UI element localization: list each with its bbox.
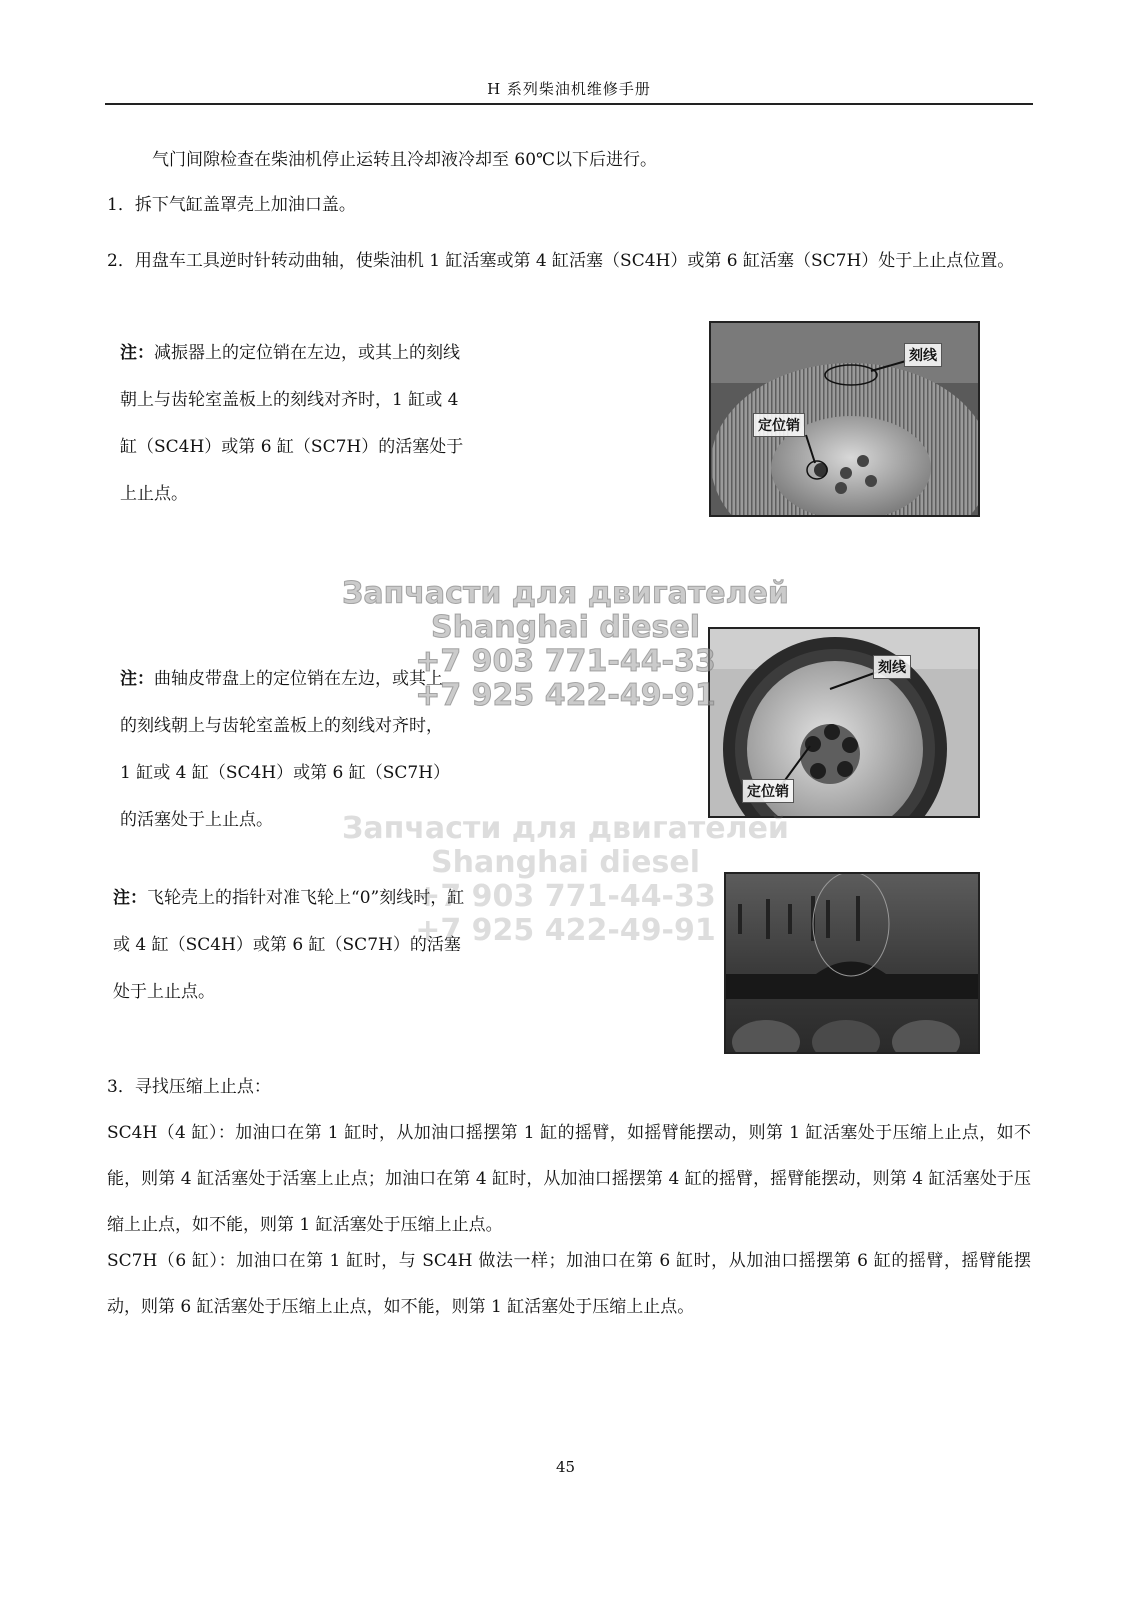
locating-pin-callout: 定位销	[742, 779, 794, 803]
locating-pin-callout: 定位销	[753, 413, 805, 437]
step-2: 2．用盘车工具逆时针转动曲轴，使柴油机 1 缸活塞或第 4 缸活塞（SC4H）或第 6 缸活塞（SC7H）处于上止点位置。	[107, 251, 1015, 271]
watermark-line: Запчасти для двигателей	[342, 576, 789, 611]
note-label: 注：	[120, 343, 154, 363]
sc7h-paragraph: SC7H（6 缸）：加油口在第 1 缸时，与 SC4H 做法一样；加油口在第 6 缸时，从加油口摇摆第 6 缸的摇臂，摇臂能摆动，则第 6 缸活塞处于压缩上止点，如不能，则第 1 缸活塞处于压缩上止点。	[107, 1251, 1031, 1317]
watermark-line: Запчасти для двигателей	[342, 811, 789, 846]
watermark-line: Shanghai diesel	[431, 610, 700, 645]
intro-paragraph: 气门间隙检查在柴油机停止运转且冷却液冷却至 60℃以下后进行。	[152, 150, 658, 170]
sc4h-paragraph: SC4H（4 缸）：加油口在第 1 缸时，从加油口摇摆第 1 缸的摇臂，如摇臂能摆动，则第 1 缸活塞处于压缩上止点，如不能，则第 4 缸活塞处于活塞上止点；加油口在第 4 缸时，从加油口摇摆第 4 缸的摇臂，摇臂能摆动，则第 4 缸活塞处于压缩上止点，如不能，则第 1 缸活塞处于压缩上止点。	[107, 1123, 1031, 1235]
mark-line-callout: 刻线	[904, 343, 942, 367]
watermark-lower	[0, 812, 1131, 948]
page-header: H 系列柴油机维修手册	[487, 80, 651, 98]
watermark-upper	[0, 577, 1131, 713]
header-rule	[105, 103, 1033, 105]
note-label: 注：	[113, 888, 147, 908]
note-damper	[120, 330, 465, 518]
watermark-line: +7 903 771-44-33	[415, 644, 716, 679]
watermark-line: +7 925 422-49-91	[415, 678, 716, 713]
watermark-line: +7 925 422-49-91	[415, 913, 716, 948]
step-1: 1．拆下气缸盖罩壳上加油口盖。	[107, 195, 356, 215]
page-number: 45	[555, 1458, 576, 1476]
damper-photo	[709, 321, 980, 517]
note-label: 注：	[120, 669, 154, 689]
note-text: 飞轮壳上的指针对准飞轮上“0”刻线时，缸或 4 缸（SC4H）或第 6 缸（SC7H）的活塞处于上止点。	[113, 888, 465, 1002]
note-text: 减振器上的定位销在左边，或其上的刻线朝上与齿轮室盖板上的刻线对齐时，1 缸或 4 缸（SC4H）或第 6 缸（SC7H）的活塞处于上止点。	[120, 343, 464, 504]
watermark-line: Shanghai diesel	[431, 845, 700, 880]
mark-line-callout: 刻线	[873, 655, 911, 679]
watermark-line: +7 903 771-44-33	[415, 879, 716, 914]
step-3: 3．寻找压缩上止点：	[107, 1077, 271, 1097]
note-text: 曲轴皮带盘上的定位销在左边，或其上的刻线朝上与齿轮室盖板上的刻线对齐时，1 缸或 4 缸（SC4H）或第 6 缸（SC7H）的活塞处于上止点。	[120, 669, 443, 830]
